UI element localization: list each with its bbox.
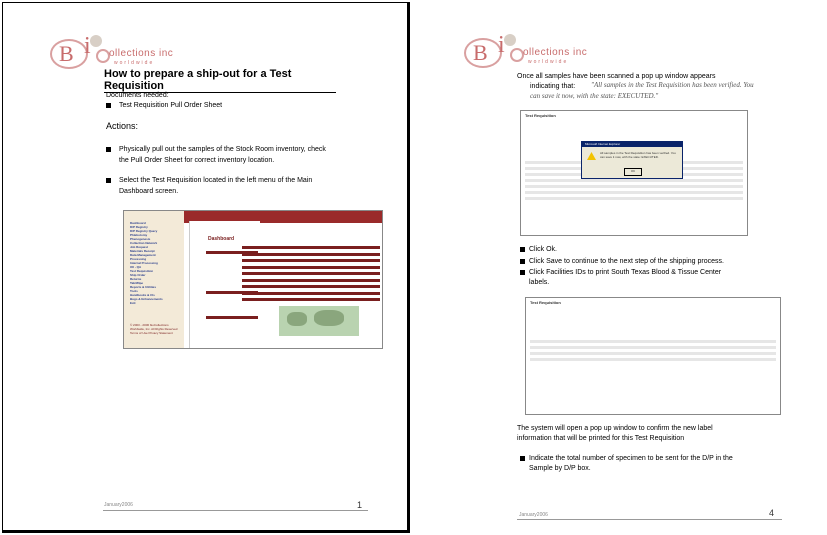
menu-item[interactable]: Handbooks & CIs: [130, 293, 155, 297]
system-line2: information that will be printed for this Test Requisition: [517, 435, 685, 442]
table-row: [530, 352, 776, 355]
menu-item[interactable]: I/O - QA: [130, 265, 142, 269]
bullet2-text: Click Save to continue to the next step of the shipping process.: [529, 258, 724, 265]
world-map-thumbnail: [279, 306, 359, 336]
logo-b: B: [59, 41, 74, 66]
menu-item[interactable]: Tools: [130, 289, 138, 293]
table-row: [530, 346, 776, 349]
table-row: [525, 191, 743, 194]
dashboard-screenshot: [123, 210, 383, 349]
table-row: [530, 358, 776, 361]
dashboard-banner: [242, 266, 380, 269]
logo-i: i: [498, 32, 505, 58]
dashboard-label: Dashboard: [208, 236, 235, 242]
menu-item[interactable]: D/P Registry: [130, 225, 148, 229]
table-row: [525, 197, 743, 200]
alert-dialog: [581, 141, 683, 179]
menu-item[interactable]: Reports & Utilities: [130, 285, 157, 289]
logo-sub: worldwide: [528, 59, 569, 65]
bullet3-line1: Click Facilities IDs to print South Texas Blood & Tissue Center: [529, 269, 722, 276]
test-requisition-screenshot-1: [520, 110, 748, 236]
menu-item[interactable]: Dashboard: [130, 221, 146, 225]
bullet3-line2: labels.: [529, 279, 550, 286]
footer-rule: [103, 510, 368, 511]
menu-item[interactable]: Returns: [130, 277, 142, 281]
logo-name: ollections inc: [109, 48, 174, 59]
bullet1-text: Click Ok.: [529, 246, 557, 253]
shot2-title: Test Requisition: [530, 300, 561, 305]
dashboard-banner: [242, 272, 380, 275]
menu-item[interactable]: Bugs & Enhancements: [130, 297, 163, 301]
copyright-text: © 2003 - 2006 bioCollections Worldwide, Inc. All Rights Reserved Terms of Use Privacy Statement: [130, 323, 178, 335]
dashboard-banner: [242, 246, 380, 249]
logo-i: i: [84, 33, 91, 59]
dialog-title: Microsoft Internet Explorer: [585, 142, 621, 146]
dashboard-banner: [242, 298, 380, 301]
indicate-line1: Indicate the total number of specimen to be sent for the D/P in the: [529, 455, 733, 462]
menu-item[interactable]: Test Requisition: [130, 269, 154, 273]
menu-item[interactable]: Processing: [130, 257, 147, 261]
document-page-1: [2, 2, 410, 533]
dashboard-banner: [242, 279, 380, 282]
menu-item[interactable]: Job Request: [130, 245, 149, 249]
company-logo: [50, 33, 200, 73]
footer-date: January2006: [104, 502, 133, 508]
dialog-message: All samples in the Test Requisition has been verified. You can save it now, with the state: EXECUTED.: [600, 151, 676, 159]
menu-item[interactable]: Phlebotomy: [130, 233, 148, 237]
menu-item[interactable]: D/P Registry Query: [130, 229, 158, 233]
menu-list: [130, 221, 163, 305]
action1-line1: Physically pull out the samples of the Stock Room inventory, check: [119, 146, 326, 153]
map-continent: [314, 310, 344, 326]
shot1-title: Test Requisition: [525, 113, 556, 118]
menu-item[interactable]: Materials Receipt: [130, 249, 155, 253]
documents-needed-label: Documents needed:: [106, 92, 169, 99]
quote-line1: "All samples in the Test Requisition has been verified. You: [591, 81, 754, 89]
footer-date: January2006: [519, 512, 548, 518]
table-row: [530, 340, 776, 343]
system-line1: The system will open a pop up window to confirm the new label: [517, 425, 713, 432]
action1-line2: the Pull Order Sheet for correct inventory location.: [119, 157, 275, 164]
menu-item[interactable]: Tab/Wipe: [130, 281, 144, 285]
logo-dot: [90, 35, 102, 47]
footer-page-number: 1: [357, 500, 363, 510]
table-row: [525, 179, 743, 182]
page-title: How to prepare a ship-out for a Test Requisition: [104, 68, 336, 93]
table-row: [525, 185, 743, 188]
logo-b: B: [473, 40, 488, 65]
action2-line2: Dashboard screen.: [119, 188, 179, 195]
bullet: [520, 456, 525, 461]
documents-needed-item: Test Requisition Pull Order Sheet: [119, 102, 223, 109]
screenshot-left-menu: [124, 211, 184, 348]
dashboard-banner: [242, 285, 380, 288]
actions-label: Actions:: [106, 121, 139, 131]
menu-item[interactable]: Ship Order: [130, 273, 146, 277]
footer-page-number: 4: [769, 508, 775, 518]
logo-c: [510, 48, 524, 62]
bullet: [520, 247, 525, 252]
logo-c: [96, 49, 110, 63]
action2-line1: Select the Test Requisition located in the left menu of the Main: [119, 177, 313, 184]
menu-item[interactable]: Collection Network: [130, 241, 158, 245]
menu-item[interactable]: Data Management: [130, 253, 156, 257]
bullet: [106, 178, 111, 183]
bullet: [106, 103, 111, 108]
footer-rule: [517, 519, 782, 520]
map-continent: [287, 312, 307, 326]
bullet: [520, 259, 525, 264]
logo-name: ollections inc: [523, 47, 588, 58]
intro-line1: Once all samples have been scanned a pop up window appears: [517, 73, 716, 80]
dashboard-banner: [242, 292, 380, 295]
dialog-ok-button[interactable]: OK: [624, 168, 642, 176]
intro-line2: indicating that:: [530, 83, 576, 90]
warning-icon: [587, 152, 596, 160]
dashboard-banner: [242, 259, 380, 262]
dashboard-banner: [242, 253, 380, 256]
menu-item[interactable]: Phenogenesis: [130, 237, 151, 241]
bullet: [520, 270, 525, 275]
company-logo: [464, 32, 614, 72]
test-requisition-screenshot-2: [525, 297, 781, 415]
indicate-line2: Sample by D/P box.: [529, 465, 591, 472]
quote-line2: can save it now, with the state: EXECUTED.": [530, 92, 659, 100]
menu-item[interactable]: Internal Processing: [130, 261, 158, 265]
bullet: [106, 147, 111, 152]
logo-sub: worldwide: [114, 60, 155, 66]
logo-dot: [504, 34, 516, 46]
document-page-2: [425, 2, 825, 533]
menu-item[interactable]: Exit: [130, 301, 136, 305]
